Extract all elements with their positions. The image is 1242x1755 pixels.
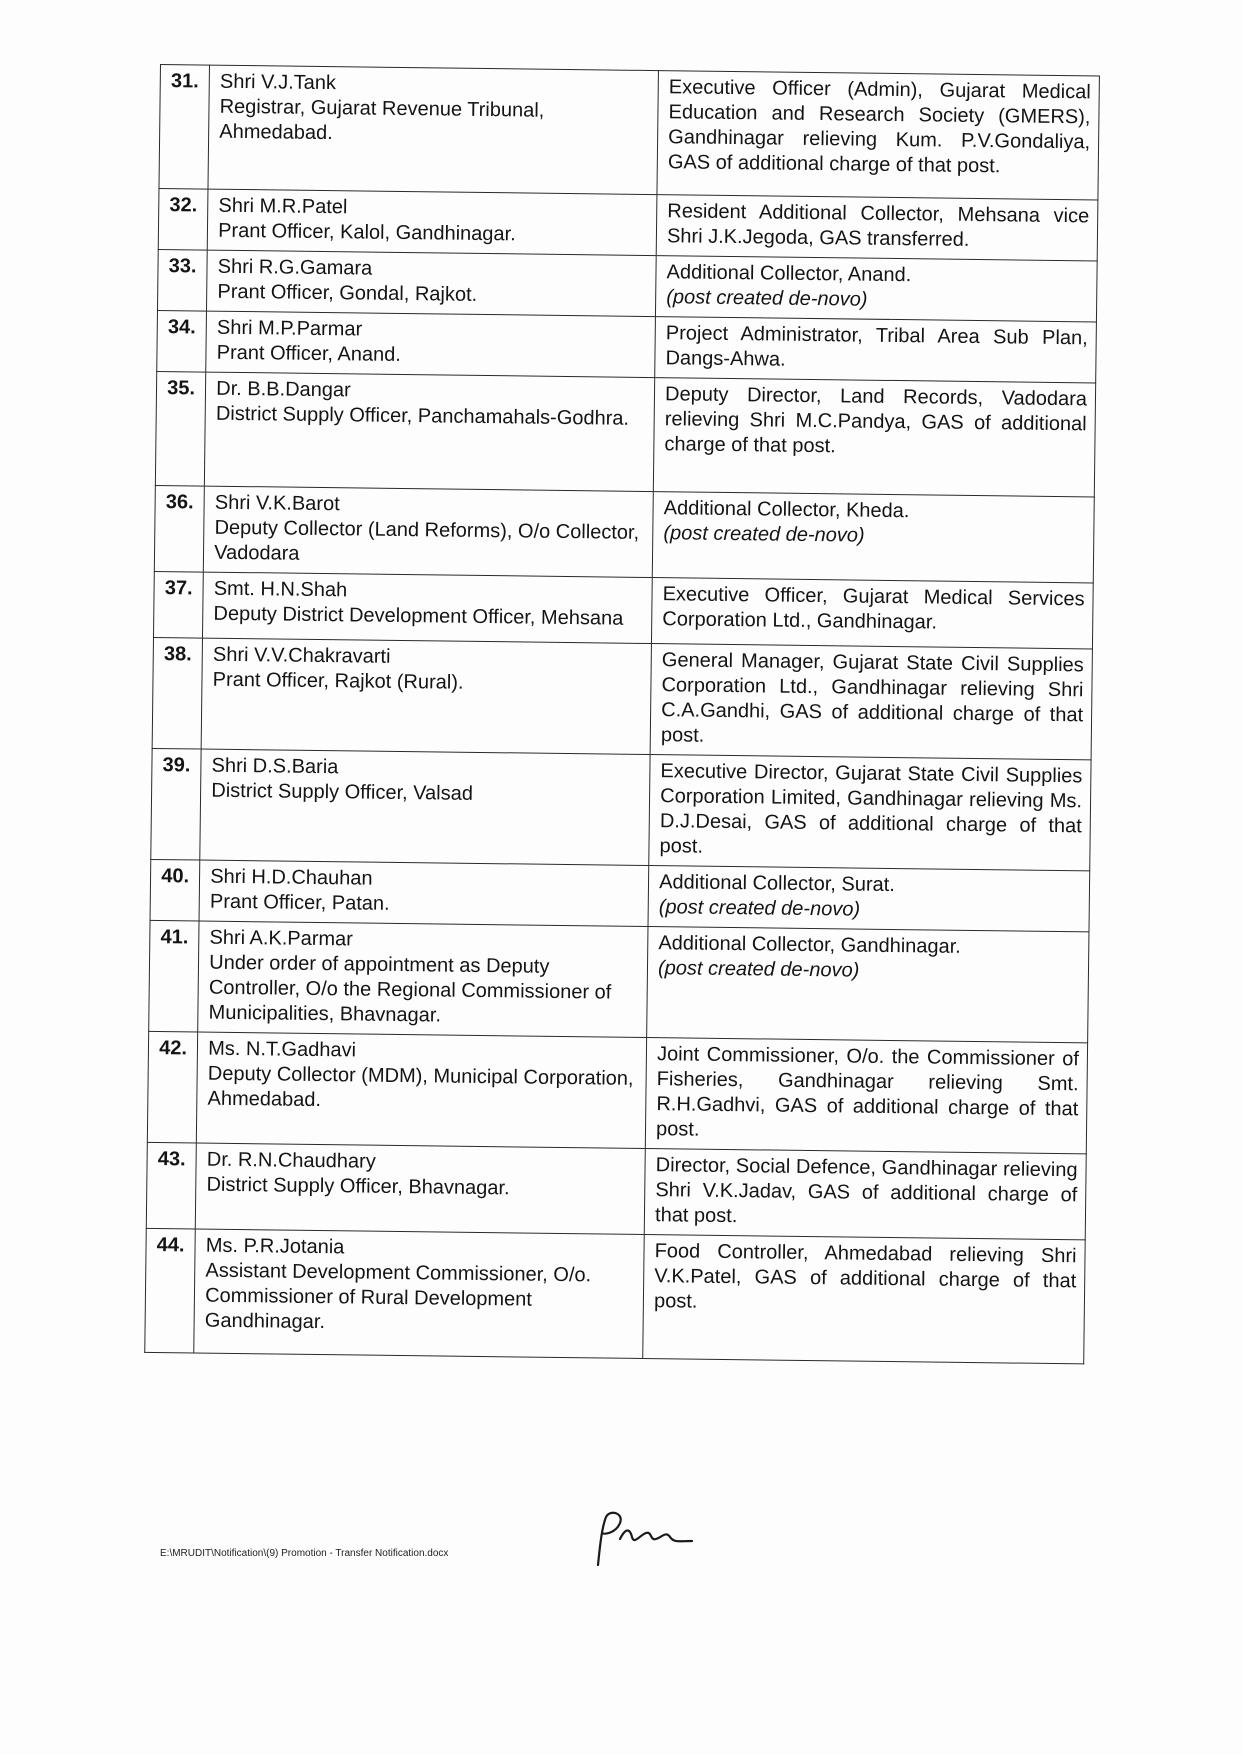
footer-file-path: E:\MRUDIT\Notification\(9) Promotion - Transfer Notification.docx	[160, 1548, 449, 1559]
serial-number: 39.	[151, 748, 202, 860]
signature-icon	[580, 1505, 710, 1575]
new-posting-cell	[656, 256, 1098, 322]
new-posting-cell	[644, 1149, 1086, 1240]
serial-number: 32.	[158, 188, 208, 250]
officer-name: Ms. N.T.Gadhavi	[208, 1037, 357, 1062]
officer-name: Shri A.K.Parmar	[209, 926, 354, 951]
officer-current-designation: Prant Officer, Gondal, Rajkot.	[217, 280, 478, 306]
officer-cell	[198, 921, 648, 1037]
officer-cell	[207, 250, 657, 316]
officer-cell	[194, 1229, 644, 1358]
new-posting: Resident Additional Collector, Mehsana vice Shri J.K.Jegoda, GAS transferred.	[666, 200, 1090, 251]
officer-name: Shri M.R.Patel	[218, 194, 348, 219]
table-row	[151, 748, 1091, 870]
posting-note: (post created de-novo)	[666, 286, 868, 311]
new-posting-cell	[657, 71, 1099, 200]
officer-name: Shri V.V.Chakravarti	[212, 643, 391, 668]
officer-current-designation: Prant Officer, Anand.	[216, 341, 402, 366]
officer-current-designation: Prant Officer, Kalol, Gandhinagar.	[218, 219, 516, 246]
officer-cell	[206, 311, 656, 377]
officer-cell	[201, 638, 651, 754]
serial-number: 44.	[145, 1228, 196, 1353]
table-row	[159, 65, 1099, 200]
new-posting-cell	[652, 578, 1094, 649]
serial-number: 31.	[159, 65, 210, 190]
table-row	[149, 920, 1089, 1042]
new-posting: Joint Commissioner, O/o. the Commissioner of Fisheries, Gandhinagar relieving Smt. R.H.Gadhvi, GAS of additional charge of that post.	[655, 1043, 1080, 1141]
new-posting-cell	[652, 492, 1094, 583]
officer-cell	[199, 860, 649, 926]
table-row	[154, 485, 1094, 582]
new-posting: Additional Collector, Anand.	[666, 261, 912, 287]
officer-name: Shri R.G.Gamara	[217, 255, 373, 280]
new-posting-cell	[650, 644, 1092, 760]
officer-name: Shri D.S.Baria	[211, 754, 339, 779]
table-row	[152, 637, 1092, 759]
officer-current-designation: Registrar, Gujarat Revenue Tribunal, Ahmedabad.	[219, 95, 545, 145]
officer-current-designation: Assistant Development Commissioner, O/o. Commissioner of Rural Development Gandhinagar.	[204, 1259, 592, 1334]
table-row	[158, 188, 1098, 260]
officer-name: Shri H.D.Chauhan	[210, 865, 373, 890]
officer-name: Shri M.P.Parmar	[216, 316, 363, 341]
officer-cell	[197, 1032, 647, 1148]
new-posting-cell	[655, 317, 1097, 383]
officer-current-designation: Under order of appointment as Deputy Controller, O/o the Regional Commissioner of Municipalities, Bhavnagar.	[208, 951, 612, 1027]
officer-current-designation: District Supply Officer, Panchamahals-Godhra.	[215, 402, 630, 430]
new-posting-cell	[645, 1038, 1087, 1154]
new-posting: Additional Collector, Gandhinagar.	[658, 932, 961, 958]
new-posting: Director, Social Defence, Gandhinagar relieving Shri V.K.Jadav, GAS of additional charge of that post.	[654, 1154, 1078, 1228]
table-row	[157, 310, 1097, 382]
officer-name: Ms. P.R.Jotania	[205, 1234, 345, 1259]
posting-table-body	[145, 65, 1100, 1364]
officer-cell	[205, 372, 655, 491]
officer-cell	[195, 1143, 645, 1234]
new-posting: Additional Collector, Kheda.	[663, 497, 910, 523]
table-row	[157, 249, 1097, 321]
serial-number: 33.	[157, 249, 207, 311]
table-row	[153, 571, 1093, 648]
serial-number: 42.	[147, 1031, 198, 1143]
table-row	[150, 859, 1090, 931]
posting-table-wrapper	[144, 64, 1100, 1364]
posting-note: (post created de-novo)	[658, 896, 861, 921]
officer-current-designation: Prant Officer, Patan.	[209, 890, 390, 915]
officer-name: Dr. R.N.Chaudhary	[206, 1148, 376, 1173]
new-posting: Project Administrator, Tribal Area Sub Plan, Dangs-Ahwa.	[665, 322, 1088, 371]
officer-cell	[203, 486, 653, 577]
new-posting-cell	[656, 195, 1098, 261]
new-posting-cell	[647, 927, 1089, 1043]
officer-cell	[203, 572, 653, 643]
serial-number: 35.	[155, 371, 206, 486]
posting-table	[144, 64, 1100, 1364]
serial-number: 38.	[152, 637, 203, 749]
posting-note: (post created de-novo)	[663, 522, 865, 547]
officer-current-designation: Deputy Collector (Land Reforms), O/o Collector, Vadodara	[214, 516, 640, 565]
officer-current-designation: Prant Officer, Rajkot (Rural).	[212, 668, 464, 694]
serial-number: 43.	[146, 1142, 196, 1229]
officer-name: Dr. B.B.Dangar	[216, 377, 351, 402]
serial-number: 37.	[153, 571, 203, 638]
officer-name: Smt. H.N.Shah	[213, 577, 348, 602]
new-posting: Food Controller, Ahmedabad relieving Shri V.K.Patel, GAS of additional charge of that post.	[653, 1240, 1077, 1313]
officer-current-designation: Deputy District Development Officer, Mehsana	[213, 602, 624, 630]
new-posting: Deputy Director, Land Records, Vadodara relieving Shri M.C.Pandya, GAS of additional charge of that post.	[664, 383, 1088, 458]
new-posting-cell	[653, 378, 1095, 497]
posting-note: (post created de-novo)	[657, 957, 860, 982]
officer-name: Shri V.K.Barot	[214, 491, 340, 516]
officer-current-designation: District Supply Officer, Bhavnagar.	[206, 1173, 510, 1200]
serial-number: 36.	[154, 485, 204, 572]
officer-cell	[207, 189, 657, 255]
new-posting: General Manager, Gujarat State Civil Supplies Corporation Ltd., Gandhinagar relieving Shri C.A.Gandhi, GAS of additional charge of that post.	[660, 649, 1084, 747]
table-row	[145, 1228, 1085, 1363]
new-posting-cell	[648, 866, 1090, 932]
new-posting: Executive Officer, Gujarat Medical Services Corporation Ltd., Gandhinagar.	[662, 583, 1085, 634]
officer-cell	[200, 749, 650, 865]
new-posting: Additional Collector, Surat.	[659, 871, 895, 897]
officer-name: Shri V.J.Tank	[219, 70, 337, 95]
table-row	[146, 1142, 1086, 1239]
new-posting: Executive Officer (Admin), Gujarat Medical Education and Research Society (GMERS), Gandhinagar relieving Kum. P.V.Gondaliya, GAS of additional charge of that post.	[667, 76, 1091, 178]
serial-number: 41.	[149, 920, 200, 1032]
new-posting: Executive Director, Gujarat State Civil Supplies Corporation Limited, Gandhinagar relieving Ms. D.J.Desai, GAS of additional charge of that post.	[659, 760, 1083, 858]
new-posting-cell	[643, 1235, 1085, 1364]
serial-number: 34.	[157, 310, 207, 372]
serial-number: 40.	[150, 859, 200, 921]
table-row	[147, 1031, 1087, 1153]
officer-current-designation: District Supply Officer, Valsad	[211, 779, 474, 805]
new-posting-cell	[649, 755, 1091, 871]
table-row	[155, 371, 1095, 496]
officer-cell	[208, 65, 658, 194]
officer-current-designation: Deputy Collector (MDM), Municipal Corporation, Ahmedabad.	[207, 1062, 634, 1112]
